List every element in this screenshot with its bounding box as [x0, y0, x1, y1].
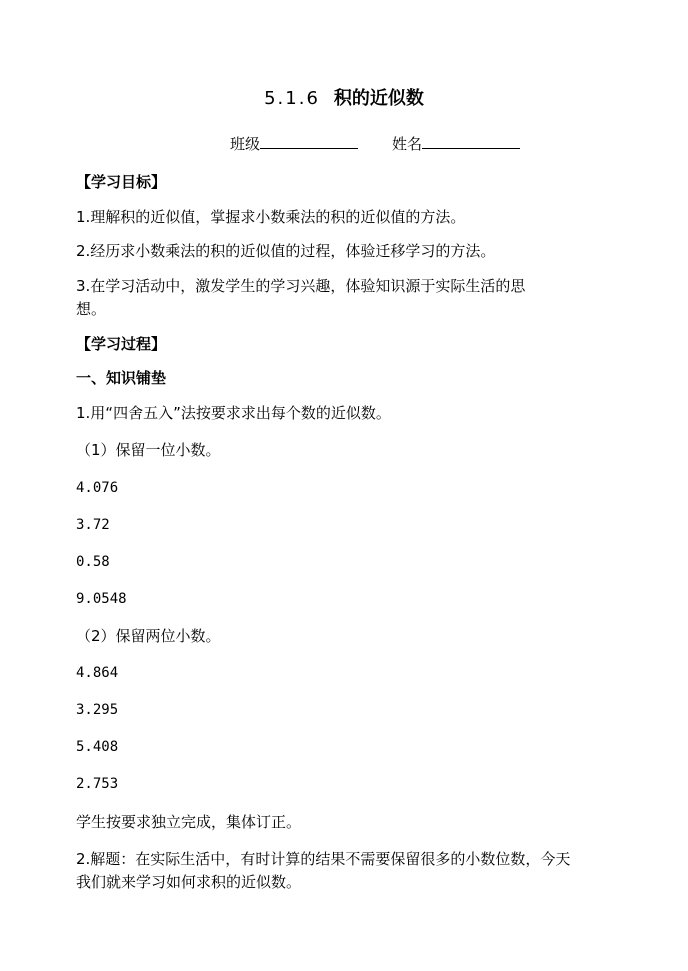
name-blank: [422, 132, 520, 149]
subtask-2: （2）保留两位小数。: [76, 627, 221, 645]
subtask-1: （1）保留一位小数。: [76, 441, 221, 459]
class-label: 班级: [230, 135, 261, 153]
number-item: 2.753: [76, 776, 119, 792]
task-2-line-1: 2.解题：在实际生活中，有时计算的结果不需要保留很多的小数位数，今天: [76, 850, 571, 868]
lesson-number: 5.1.6: [264, 88, 320, 109]
student-info-row: [230, 132, 520, 155]
task-1: 1.用“四舍五入”法按要求求出每个数的近似数。: [76, 404, 391, 422]
number-item: 3.72: [76, 517, 110, 533]
objectives-heading: 【学习目标】: [76, 173, 167, 191]
number-item: 4.864: [76, 665, 119, 681]
objective-item-3-cont: 想。: [76, 300, 107, 318]
page-title: [0, 86, 688, 112]
task-2-line-2: 我们就来学习如何求积的近似数。: [76, 873, 302, 891]
objective-item-1: 1.理解积的近似值，掌握求小数乘法的积的近似值的方法。: [76, 208, 466, 226]
section-heading: 一、知识铺垫: [76, 369, 167, 387]
name-label: 姓名: [392, 135, 423, 153]
objective-item-3: 3.在学习活动中，激发学生的学习兴趣，体验知识源于实际生活的思: [76, 277, 526, 295]
instruction-note: 学生按要求独立完成，集体订正。: [76, 813, 302, 831]
process-heading: 【学习过程】: [76, 335, 167, 353]
number-item: 3.295: [76, 702, 119, 718]
number-item: 0.58: [76, 554, 110, 570]
number-item: 9.0548: [76, 591, 127, 607]
objective-item-2: 2.经历求小数乘法的积的近似值的过程，体验迁移学习的方法。: [76, 242, 496, 260]
lesson-title: 积的近似数: [333, 88, 424, 109]
class-blank: [260, 132, 358, 149]
number-item: 5.408: [76, 739, 119, 755]
number-item: 4.076: [76, 480, 119, 496]
